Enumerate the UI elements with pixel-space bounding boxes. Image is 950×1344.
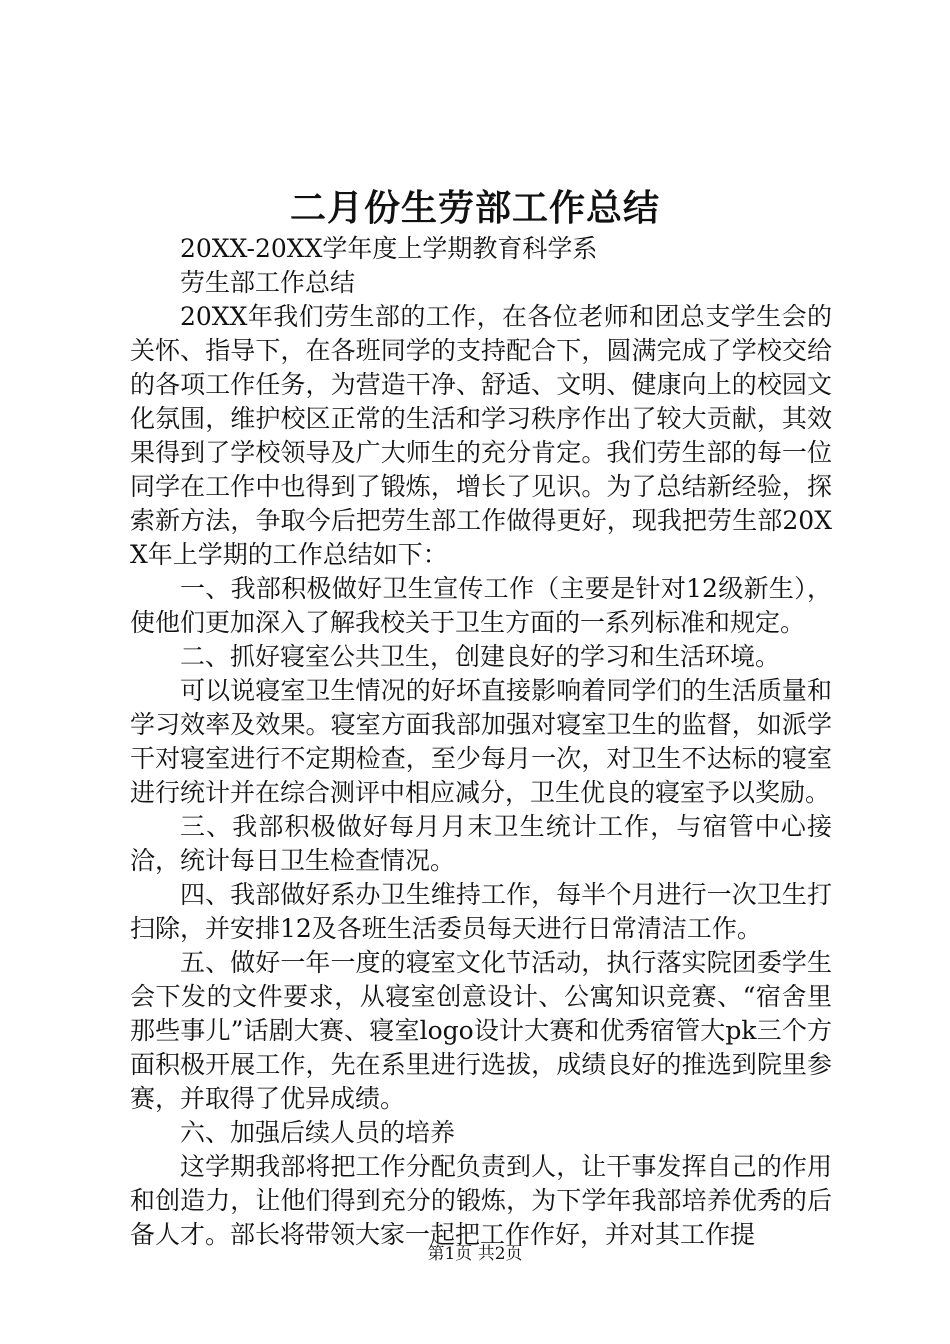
body-paragraph: 劳生部工作总结 bbox=[180, 268, 356, 297]
body-paragraph: 二、抓好寝室公共卫生，创建良好的学习和生活环境。 bbox=[180, 642, 781, 671]
body-paragraph: 20XX年我们劳生部的工作，在各位老师和团总支学生会的关怀、指导下，在各班同学的支持配合下，圆满完成了学校交给的各项工作任务，为营造干净、舒适、文明、健康向上的校园文化氛围，维护校区正常的生活和学习秩序作出了较大贡献，其效果得到了学校领导及广大师生的充分肯定。我们劳生部的每一位同学在工作中也得到了锻炼，增长了见识。为了总结新经验，探索新方法，争取今后把劳生部工作做得更好，现我把劳生部20XX年上学期的工作总结如下： bbox=[130, 302, 832, 569]
body-paragraph: 可以说寝室卫生情况的好坏直接影响着同学们的生活质量和学习效率及效果。寝室方面我部加强对寝室卫生的监督，如派学干对寝室进行不定期检查，至少每月一次，对卫生不达标的寝室进行统计并在综合测评中相应减分，卫生优良的寝室予以奖励。 bbox=[130, 676, 832, 807]
body-paragraph: 五、做好一年一度的寝室文化节活动，执行落实院团委学生会下发的文件要求，从寝室创意设计、公寓知识竞赛、“宿舍里那些事儿”话剧大赛、寝室logo设计大赛和优秀宿管大pk三个方面积极开展工作，先在系里进行选拔，成绩良好的推选到院里参赛，并取得了优异成绩。 bbox=[130, 948, 832, 1113]
document-title: 二月份生劳部工作总结 bbox=[289, 187, 660, 229]
body-paragraph: 一、我部积极做好卫生宣传工作（主要是针对12级新生），使他们更加深入了解我校关于卫生方面的一系列标准和规定。 bbox=[130, 574, 832, 637]
page-number-footer: 第1页 共2页 bbox=[427, 1244, 523, 1264]
body-paragraph: 这学期我部将把工作分配负责到人，让干事发挥自己的作用和创造力，让他们得到充分的锻炼，为下学年我部培养优秀的后备人才。部长将带领大家一起把工作作好，并对其工作提 bbox=[130, 1152, 832, 1249]
body-paragraph: 三、我部积极做好每月月末卫生统计工作，与宿管中心接洽，统计每日卫生检查情况。 bbox=[130, 812, 832, 875]
body-paragraph: 四、我部做好系办卫生维持工作，每半个月进行一次卫生打扫除，并安排12及各班生活委员每天进行日常清洁工作。 bbox=[130, 880, 832, 943]
body-paragraph: 六、加强后续人员的培养 bbox=[180, 1118, 456, 1147]
body-paragraph: 20XX-20XX学年度上学期教育科学系 bbox=[180, 234, 598, 263]
document-body bbox=[130, 232, 832, 1252]
